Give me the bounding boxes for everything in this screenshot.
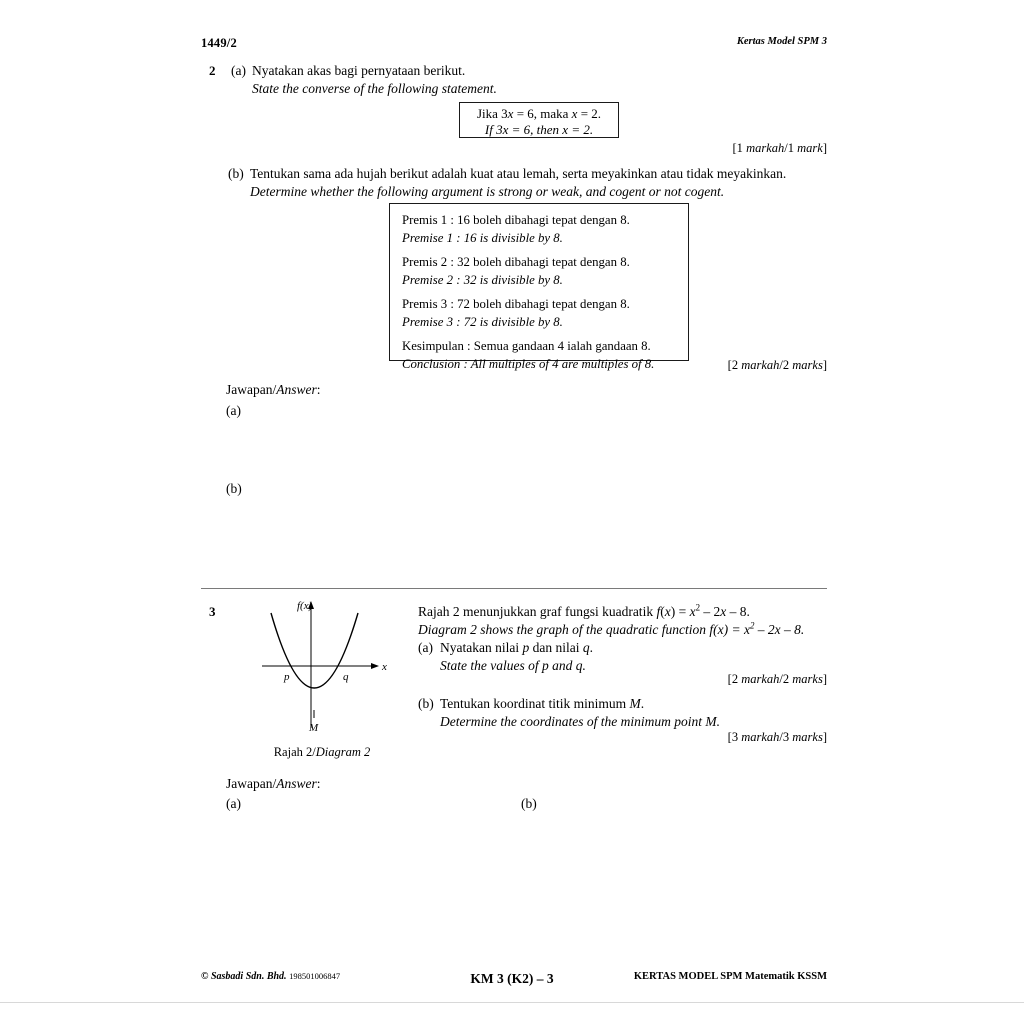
q3-a-label: (a) — [418, 640, 433, 655]
q2-answer-b-label: (b) — [226, 481, 242, 496]
graph-x-axis-label: x — [382, 661, 387, 673]
graph-point-m-label: M — [309, 722, 319, 734]
q2-answer-label — [226, 382, 321, 398]
paper-title: Kertas Model SPM 3 — [736, 36, 827, 47]
graph-caption-english: Diagram 2 — [315, 745, 371, 759]
q3-b-text-english: Determine the coordinates of the minimum point M. — [440, 714, 720, 729]
question-2-number: 2 — [209, 63, 216, 78]
page-edge — [0, 1002, 1024, 1025]
premise-2-malay: Premis 2 : 32 boleh dibahagi tepat dengan 8. — [402, 255, 630, 269]
footer-page-label: KM 3 (K2) – 3 — [470, 971, 554, 986]
q2-b-text-malay: Tentukan sama ada hujah berikut adalah kuat atau lemah, serta meyakinkan atau tidak meyakinkan. — [250, 166, 787, 181]
q2-statement-malay: Jika 3x = 6, maka x = 2. — [476, 106, 602, 121]
q2-answer-colon: : — [316, 382, 321, 397]
q3-answer-b-label: (b) — [521, 796, 537, 811]
quadratic-graph-figure — [246, 598, 396, 743]
section-divider — [201, 588, 827, 589]
q2-argument-box — [389, 203, 689, 371]
q3-a-text-malay: Nyatakan nilai p dan nilai q. — [440, 640, 593, 655]
q3-intro-malay: Rajah 2 menunjukkan graf fungsi kuadratik $f(x) = x^2 - 2x - 8$. — [418, 602, 750, 619]
q2-a-marks: [1 markah/1 mark] — [732, 141, 827, 155]
q2-b-label: (b) — [228, 166, 244, 181]
graph-caption — [247, 745, 397, 760]
premise-2-english: Premise 2 : 32 is divisible by 8. — [402, 272, 563, 287]
footer-registration-number: 198501006847 — [289, 971, 341, 981]
q2-statement-box — [459, 102, 619, 138]
question-3-number: 3 — [209, 604, 216, 619]
q3-answer-label-malay: Jawapan/ — [226, 776, 277, 791]
q2-answer-label-malay: Jawapan/ — [226, 382, 277, 397]
graph-point-p-label: p — [284, 671, 290, 683]
footer-copyright-text: © Sasbadi Sdn. Bhd. — [201, 971, 287, 982]
premise-group-3 — [402, 296, 678, 331]
q3-a-marks: [2 markah/2 marks] — [727, 672, 827, 686]
q3-answer-label — [226, 776, 321, 792]
q3-b-label: (b) — [418, 696, 434, 711]
q3-answer-label-english: Answer — [276, 776, 317, 791]
q2-b-text-english: Determine whether the following argument is strong or weak, and cogent or not cogent. — [250, 184, 725, 199]
paper-code: 1449/2 — [201, 36, 237, 50]
q3-intro-english: Diagram 2 shows the graph of the quadratic function $f(x) = x^2 - 2x - 8$. — [418, 620, 805, 637]
premise-3-malay: Premis 3 : 72 boleh dibahagi tepat dengan 8. — [402, 297, 630, 311]
premise-group-1 — [402, 212, 678, 247]
q2-b-marks: [2 markah/2 marks] — [727, 358, 827, 372]
q2-statement-english: If 3x = 6, then x = 2. — [484, 122, 594, 137]
conclusion-malay: Kesimpulan : Semua gandaan 4 ialah gandaan 8. — [402, 339, 651, 353]
q2-a-text-english: State the converse of the following statement. — [252, 81, 497, 96]
q3-a-text-english: State the values of p and q. — [440, 658, 586, 673]
graph-point-q-label: q — [343, 671, 349, 683]
conclusion-group — [402, 338, 678, 373]
quadratic-graph-svg — [246, 598, 396, 743]
graph-y-axis-label: f(x) — [297, 600, 313, 612]
premise-1-malay: Premis 1 : 16 boleh dibahagi tepat dengan 8. — [402, 213, 630, 227]
q3-b-marks: [3 markah/3 marks] — [727, 730, 827, 744]
premise-group-2 — [402, 254, 678, 289]
q2-answer-label-english: Answer — [276, 382, 317, 397]
q2-answer-a-label: (a) — [226, 403, 241, 418]
q3-answer-a-label: (a) — [226, 796, 241, 811]
q2-a-label: (a) — [231, 63, 246, 78]
footer-subject-label: KERTAS MODEL SPM Matematik KSSM — [633, 971, 827, 982]
premise-1-english: Premise 1 : 16 is divisible by 8. — [402, 230, 563, 245]
premise-3-english: Premise 3 : 72 is divisible by 8. — [402, 314, 563, 329]
q3-answer-colon: : — [316, 776, 321, 791]
graph-caption-malay: Rajah 2/ — [273, 745, 316, 759]
conclusion-english: Conclusion : All multiples of 4 are multiples of 8. — [402, 356, 655, 371]
q3-b-text-malay: Tentukan koordinat titik minimum M. — [440, 696, 645, 711]
q2-a-text-malay: Nyatakan akas bagi pernyataan berikut. — [252, 63, 466, 78]
